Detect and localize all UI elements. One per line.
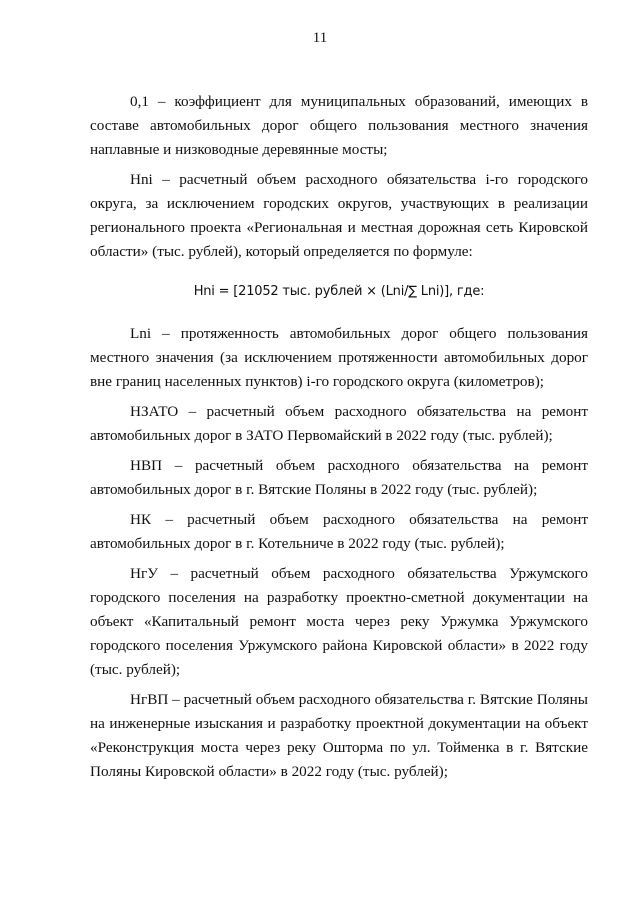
paragraph-coefficient: 0,1 – коэффициент для муниципальных образований, имеющих в составе автомобильных дорог общего пользования местного значения наплавные и низководные деревянные мосты; xyxy=(90,93,588,158)
paragraph-hni-definition: Hni – расчетный объем расходного обязательства i-го городского округа, за исключением городских округов, участвующих в реализации регионального проекта «Региональная и местная дорожная сеть Кировской области» (тыс. рублей), который определяется по формуле: xyxy=(90,171,588,260)
definition-lni: Lni – протяженность автомобильных дорог общего пользования местного значения (за исключением протяженности автомобильных дорог вне границ населенных пунктов) i-го городского округа (километров); xyxy=(90,325,588,390)
definition-nvp: НВП – расчетный объем расходного обязательства на ремонт автомобильных дорог в г. Вятские Поляны в 2022 году (тыс. рублей); xyxy=(90,457,588,498)
page-number: 11 xyxy=(312,30,328,46)
definition-nzato: НЗАТО – расчетный объем расходного обязательства на ремонт автомобильных дорог в ЗАТО Первомайский в 2022 году (тыс. рублей); xyxy=(90,403,588,444)
definition-nk: НК – расчетный объем расходного обязательства на ремонт автомобильных дорог в г. Котельниче в 2022 году (тыс. рублей); xyxy=(90,511,588,552)
definition-ngvp: НгВП – расчетный объем расходного обязательства г. Вятские Поляны на инженерные изыскания и разработку проектной документации на объект «Реконструкция моста через реку Ошторма по ул. Тойменка в г. Вятские Поляны Кировской области» в 2022 году (тыс. рублей); xyxy=(90,691,588,780)
formula: Hni = [21052 тыс. рублей × (Lni/∑ Lni)], где: xyxy=(193,284,485,299)
definition-ngu: НгУ – расчетный объем расходного обязательства Уржумского городского поселения на разработку проектно-сметной документации на объект «Капитальный ремонт моста через реку Уржумка Уржумского городского поселения Уржумского района Кировской области» в 2022 году (тыс. рублей); xyxy=(90,565,588,678)
document-body xyxy=(90,90,588,790)
